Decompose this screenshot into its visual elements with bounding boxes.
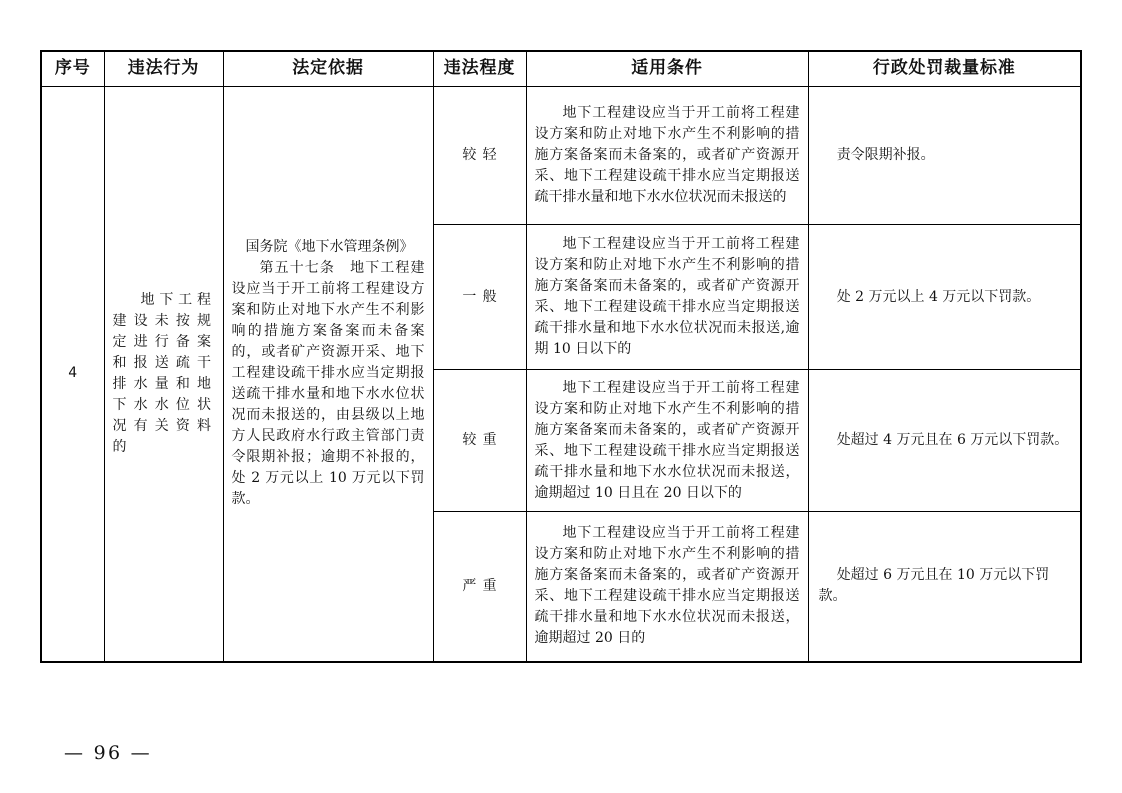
standard-cell bbox=[808, 512, 1081, 662]
degree-label: 严重 bbox=[433, 512, 526, 662]
standard-cell bbox=[808, 87, 1081, 225]
degree-label: 较轻 bbox=[433, 87, 526, 225]
legal-basis-body: 第五十七条 地下工程建设应当于开工前将工程建设方案和防止对地下水产生不利影响的措施方案备案而未备案的，或者矿产资源开采、地下工程建设疏干排水应当定期报送疏干排水量和地下水水位状况而未报送的，由县级以上地方人民政府水行政主管部门责令限期补报；逾期不补报的，处 2 万元以上 10 万元以下罚款。 bbox=[231, 260, 425, 508]
page-number: — 96 — bbox=[64, 742, 152, 764]
legal-basis-cell bbox=[223, 87, 433, 662]
condition-cell bbox=[526, 225, 808, 370]
serial-number-cell: 4 bbox=[41, 87, 104, 662]
condition-cell bbox=[526, 87, 808, 225]
condition-text: 地下工程建设应当于开工前将工程建设方案和防止对地下水产生不利影响的措施方案备案而未备案的，或者矿产资源开采、地下工程建设疏干排水应当定期报送疏干排水量和地下水水位状况而未报送，逾期超过 20 日的 bbox=[534, 525, 800, 647]
condition-text: 地下工程建设应当于开工前将工程建设方案和防止对地下水产生不利影响的措施方案备案而未备案的，或者矿产资源开采、地下工程建设疏干排水应当定期报送疏干排水量和地下水水位状况而未报送，逾期超过 10 日且在 20 日以下的 bbox=[534, 379, 800, 501]
condition-text: 地下工程建设应当于开工前将工程建设方案和防止对地下水产生不利影响的措施方案备案而未备案的，或者矿产资源开采、地下工程建设疏干排水应当定期报送疏干排水量和地下水水位状况而未报送,逾期 10 日以下的 bbox=[534, 236, 800, 357]
illegal-act-text: 地下工程建设未按规定进行备案和报送疏干排水量和地下水水位状况有关资料的 bbox=[112, 291, 215, 455]
standard-cell bbox=[808, 225, 1081, 370]
column-header-legal-basis: 法定依据 bbox=[223, 51, 433, 87]
standard-text: 处 2 万元以上 4 万元以下罚款。 bbox=[836, 288, 1041, 305]
standard-text: 处超过 6 万元且在 10 万元以下罚款。 bbox=[818, 567, 1050, 605]
condition-text: 地下工程建设应当于开工前将工程建设方案和防止对地下水产生不利影响的措施方案备案而未备案的，或者矿产资源开采、地下工程建设疏干排水应当定期报送疏干排水量和地下水水位状况而未报送的 bbox=[534, 105, 800, 205]
column-header-degree: 违法程度 bbox=[433, 51, 526, 87]
condition-cell bbox=[526, 370, 808, 512]
standard-cell bbox=[808, 370, 1081, 512]
column-header-standard: 行政处罚裁量标准 bbox=[808, 51, 1081, 87]
condition-cell bbox=[526, 512, 808, 662]
degree-label: 一般 bbox=[433, 225, 526, 370]
column-header-condition: 适用条件 bbox=[526, 51, 808, 87]
table-header-row bbox=[41, 51, 1081, 87]
illegal-act-cell bbox=[104, 87, 223, 662]
table-row-degree-minor bbox=[41, 87, 1081, 225]
legal-basis-title: 国务院《地下水管理条例》 bbox=[245, 239, 414, 256]
degree-label: 较重 bbox=[433, 370, 526, 512]
standard-text: 责令限期补报。 bbox=[836, 147, 935, 163]
column-header-illegal-act: 违法行为 bbox=[104, 51, 223, 87]
column-header-serial: 序号 bbox=[41, 51, 104, 87]
penalty-discretion-table bbox=[40, 50, 1082, 663]
standard-text: 处超过 4 万元且在 6 万元以下罚款。 bbox=[836, 432, 1069, 448]
